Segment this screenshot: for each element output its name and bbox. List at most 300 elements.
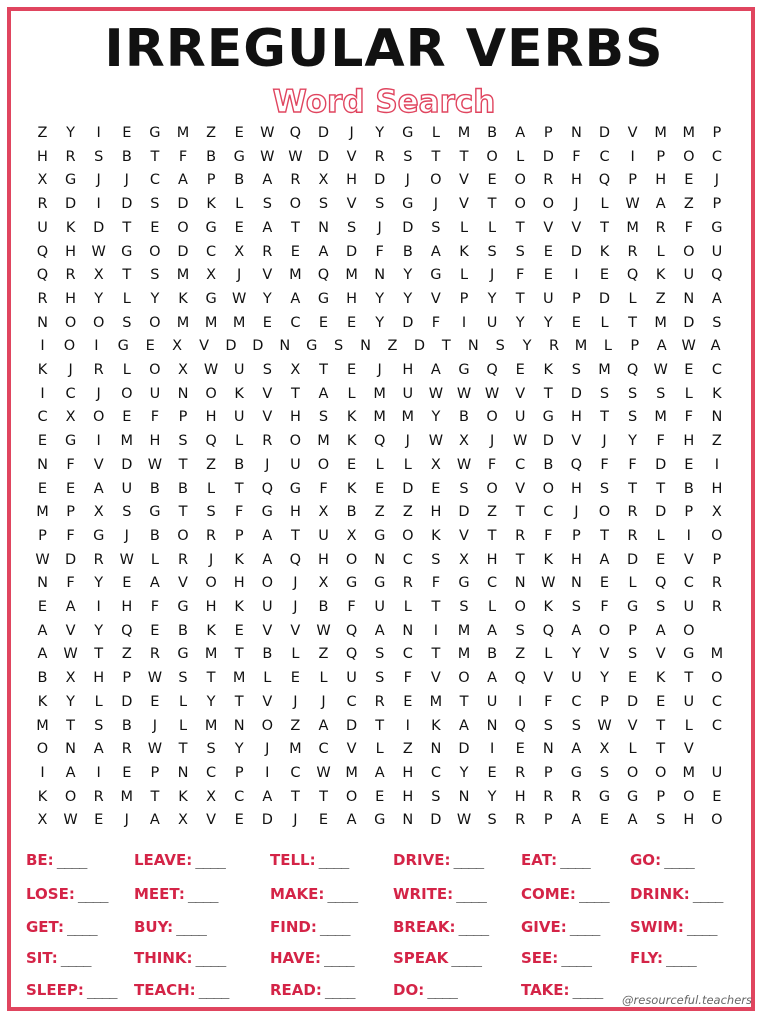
grid-letter[interactable]: D: [346, 243, 358, 260]
grid-letter[interactable]: Y: [543, 314, 553, 331]
grid-letter[interactable]: T: [290, 385, 300, 402]
grid-letter[interactable]: K: [178, 788, 188, 805]
grid-letter[interactable]: G: [177, 646, 189, 663]
grid-letter[interactable]: F: [600, 456, 609, 473]
grid-letter[interactable]: I: [96, 125, 101, 141]
grid-letter[interactable]: G: [430, 267, 442, 284]
grid-letter[interactable]: L: [684, 385, 693, 402]
grid-letter[interactable]: V: [262, 385, 273, 402]
grid-letter[interactable]: B: [178, 480, 188, 497]
grid-letter[interactable]: C: [290, 764, 301, 781]
grid-letter[interactable]: U: [711, 243, 723, 260]
grid-letter[interactable]: B: [206, 148, 217, 165]
grid-letter[interactable]: E: [599, 575, 610, 592]
grid-letter[interactable]: A: [655, 622, 666, 639]
grid-letter[interactable]: P: [712, 125, 722, 141]
grid-letter[interactable]: P: [628, 622, 637, 639]
grid-letter[interactable]: J: [377, 219, 382, 236]
answer-blank[interactable]: ____: [56, 853, 87, 869]
grid-letter[interactable]: G: [117, 338, 129, 355]
grid-letter[interactable]: V: [599, 646, 610, 663]
grid-letter[interactable]: T: [94, 646, 104, 663]
grid-letter[interactable]: Y: [150, 290, 160, 307]
grid-letter[interactable]: X: [93, 504, 104, 521]
grid-letter[interactable]: A: [37, 622, 48, 639]
grid-letter[interactable]: G: [626, 599, 639, 615]
grid-letter[interactable]: S: [515, 622, 525, 639]
grid-letter[interactable]: M: [232, 314, 246, 331]
grid-letter[interactable]: E: [543, 267, 553, 284]
grid-letter[interactable]: C: [683, 575, 694, 592]
answer-blank[interactable]: ____: [692, 887, 723, 903]
grid-letter[interactable]: G: [458, 575, 470, 592]
grid-letter[interactable]: M: [654, 125, 667, 141]
grid-letter[interactable]: C: [37, 409, 48, 426]
grid-letter[interactable]: O: [92, 409, 105, 426]
grid-letter[interactable]: Q: [373, 433, 386, 450]
grid-letter[interactable]: J: [68, 362, 73, 378]
grid-letter[interactable]: K: [431, 717, 441, 734]
grid-letter[interactable]: L: [603, 338, 612, 355]
grid-letter[interactable]: U: [149, 385, 161, 402]
grid-letter[interactable]: T: [234, 693, 244, 710]
grid-letter[interactable]: D: [177, 243, 189, 260]
grid-letter[interactable]: I: [96, 764, 101, 781]
grid-letter[interactable]: R: [177, 551, 189, 568]
grid-letter[interactable]: J: [405, 433, 410, 450]
grid-letter[interactable]: H: [570, 172, 582, 189]
grid-letter[interactable]: K: [37, 362, 48, 378]
grid-letter[interactable]: C: [599, 148, 610, 165]
grid-letter[interactable]: N: [683, 290, 695, 307]
grid-letter[interactable]: H: [430, 504, 442, 521]
grid-letter[interactable]: S: [487, 243, 497, 260]
grid-letter[interactable]: T: [628, 480, 638, 497]
grid-letter[interactable]: N: [430, 741, 442, 758]
grid-letter[interactable]: A: [655, 196, 666, 213]
grid-letter[interactable]: Q: [570, 456, 583, 473]
grid-letter[interactable]: E: [543, 243, 553, 260]
grid-letter[interactable]: O: [345, 551, 358, 568]
grid-letter[interactable]: D: [65, 196, 77, 213]
grid-letter[interactable]: E: [571, 314, 581, 331]
grid-letter[interactable]: R: [262, 433, 273, 450]
grid-letter[interactable]: I: [714, 456, 720, 473]
grid-letter[interactable]: T: [319, 362, 328, 378]
grid-letter[interactable]: M: [120, 788, 134, 805]
grid-letter[interactable]: Q: [289, 125, 302, 141]
grid-letter[interactable]: I: [40, 385, 45, 402]
grid-letter[interactable]: B: [459, 409, 469, 426]
grid-letter[interactable]: G: [233, 148, 245, 165]
grid-letter[interactable]: Q: [289, 551, 302, 568]
grid-letter[interactable]: O: [149, 314, 161, 331]
grid-letter[interactable]: Y: [375, 290, 385, 307]
grid-letter[interactable]: S: [206, 741, 216, 758]
grid-letter[interactable]: O: [486, 409, 498, 426]
grid-letter[interactable]: K: [543, 551, 554, 568]
grid-letter[interactable]: O: [598, 622, 611, 639]
grid-letter[interactable]: Z: [206, 125, 217, 141]
grid-letter[interactable]: S: [122, 314, 132, 331]
grid-letter[interactable]: H: [402, 764, 414, 781]
grid-letter[interactable]: Y: [66, 693, 76, 710]
grid-letter[interactable]: E: [290, 243, 300, 260]
grid-letter[interactable]: U: [261, 599, 273, 615]
grid-letter[interactable]: H: [65, 243, 77, 260]
grid-letter[interactable]: D: [458, 504, 470, 521]
grid-letter[interactable]: N: [37, 575, 48, 592]
grid-letter[interactable]: U: [318, 527, 329, 544]
grid-letter[interactable]: P: [122, 670, 132, 687]
grid-letter[interactable]: L: [459, 219, 469, 236]
grid-letter[interactable]: S: [571, 599, 581, 615]
grid-letter[interactable]: F: [628, 456, 637, 473]
grid-letter[interactable]: E: [431, 480, 441, 497]
grid-letter[interactable]: J: [152, 717, 158, 734]
grid-letter[interactable]: O: [177, 527, 189, 544]
grid-letter[interactable]: J: [349, 125, 354, 141]
grid-letter[interactable]: T: [122, 267, 132, 284]
grid-letter[interactable]: D: [430, 812, 442, 829]
grid-letter[interactable]: A: [37, 646, 48, 663]
grid-letter[interactable]: R: [543, 788, 554, 805]
grid-letter[interactable]: P: [234, 764, 244, 781]
grid-letter[interactable]: J: [237, 267, 242, 284]
grid-letter[interactable]: Q: [598, 172, 611, 189]
grid-letter[interactable]: Z: [37, 125, 48, 141]
grid-letter[interactable]: H: [149, 433, 161, 450]
grid-letter[interactable]: X: [65, 670, 76, 687]
grid-letter[interactable]: R: [515, 527, 526, 544]
grid-letter[interactable]: S: [346, 219, 357, 236]
grid-letter[interactable]: H: [570, 409, 582, 426]
grid-letter[interactable]: R: [627, 243, 638, 260]
grid-letter[interactable]: D: [261, 812, 273, 829]
grid-letter[interactable]: S: [515, 243, 525, 260]
grid-letter[interactable]: I: [489, 741, 495, 758]
grid-letter[interactable]: J: [321, 693, 326, 710]
grid-letter[interactable]: G: [205, 290, 217, 307]
grid-letter[interactable]: F: [150, 409, 160, 426]
grid-letter[interactable]: M: [626, 219, 639, 236]
grid-letter[interactable]: O: [317, 456, 330, 473]
grid-letter[interactable]: P: [459, 290, 469, 307]
grid-letter[interactable]: P: [543, 812, 553, 829]
grid-letter[interactable]: G: [570, 764, 583, 781]
grid-letter[interactable]: D: [346, 717, 358, 734]
grid-letter[interactable]: M: [289, 267, 302, 284]
grid-letter[interactable]: O: [289, 433, 302, 450]
grid-letter[interactable]: D: [65, 551, 77, 568]
grid-letter[interactable]: M: [654, 314, 667, 331]
grid-letter[interactable]: W: [203, 362, 219, 378]
grid-letter[interactable]: N: [177, 764, 189, 781]
answer-blank[interactable]: ____: [427, 983, 457, 999]
grid-letter[interactable]: E: [150, 693, 160, 710]
grid-letter[interactable]: Y: [487, 290, 497, 307]
grid-letter[interactable]: T: [515, 504, 525, 521]
grid-letter[interactable]: O: [92, 314, 105, 331]
grid-letter[interactable]: E: [37, 599, 48, 615]
grid-letter[interactable]: P: [543, 125, 553, 141]
grid-letter[interactable]: L: [656, 243, 665, 260]
grid-letter[interactable]: W: [541, 575, 556, 592]
grid-letter[interactable]: T: [290, 219, 300, 236]
grid-letter[interactable]: T: [375, 717, 385, 734]
answer-blank[interactable]: ____: [318, 853, 349, 869]
grid-letter[interactable]: Y: [459, 764, 469, 781]
answer-blank[interactable]: ____: [458, 920, 489, 936]
grid-letter[interactable]: S: [318, 196, 329, 213]
grid-letter[interactable]: O: [149, 243, 161, 260]
grid-letter[interactable]: S: [375, 196, 385, 213]
grid-letter[interactable]: Z: [121, 646, 132, 663]
grid-letter[interactable]: O: [654, 764, 667, 781]
grid-letter[interactable]: M: [682, 764, 696, 781]
grid-letter[interactable]: Y: [571, 646, 581, 663]
grid-letter[interactable]: T: [178, 741, 188, 758]
grid-letter[interactable]: M: [373, 385, 386, 402]
grid-letter[interactable]: B: [318, 599, 329, 615]
grid-letter[interactable]: C: [206, 243, 217, 260]
grid-letter[interactable]: P: [178, 409, 188, 426]
grid-letter[interactable]: F: [684, 219, 693, 236]
grid-letter[interactable]: M: [36, 504, 49, 521]
grid-letter[interactable]: N: [65, 741, 77, 758]
grid-letter[interactable]: S: [122, 504, 132, 521]
grid-letter[interactable]: F: [66, 527, 75, 544]
grid-letter[interactable]: D: [402, 219, 414, 236]
grid-letter[interactable]: V: [683, 741, 694, 758]
grid-letter[interactable]: I: [518, 693, 523, 710]
grid-letter[interactable]: P: [630, 338, 640, 355]
grid-letter[interactable]: J: [124, 812, 129, 829]
grid-letter[interactable]: S: [543, 717, 553, 734]
grid-letter[interactable]: N: [177, 385, 189, 402]
grid-letter[interactable]: V: [199, 338, 209, 355]
grid-letter[interactable]: I: [574, 267, 579, 284]
grid-letter[interactable]: O: [121, 385, 133, 402]
grid-letter[interactable]: V: [459, 172, 469, 189]
grid-letter[interactable]: D: [570, 243, 582, 260]
grid-letter[interactable]: M: [120, 433, 134, 450]
grid-letter[interactable]: Y: [94, 290, 104, 307]
grid-letter[interactable]: X: [234, 243, 245, 260]
grid-letter[interactable]: G: [121, 243, 133, 260]
grid-letter[interactable]: O: [261, 575, 273, 592]
grid-letter[interactable]: T: [656, 741, 666, 758]
grid-letter[interactable]: H: [655, 172, 667, 189]
grid-letter[interactable]: R: [65, 148, 76, 165]
grid-letter[interactable]: A: [65, 599, 76, 615]
grid-letter[interactable]: Z: [655, 290, 666, 307]
grid-letter[interactable]: R: [290, 172, 301, 189]
grid-letter[interactable]: R: [93, 362, 104, 378]
grid-letter[interactable]: W: [63, 812, 78, 829]
grid-letter[interactable]: O: [514, 172, 526, 189]
grid-letter[interactable]: X: [711, 504, 722, 521]
grid-letter[interactable]: F: [375, 243, 384, 260]
answer-blank[interactable]: ____: [324, 951, 354, 967]
grid-letter[interactable]: I: [461, 314, 467, 331]
grid-letter[interactable]: G: [306, 338, 318, 355]
grid-letter[interactable]: L: [628, 290, 637, 307]
grid-letter[interactable]: O: [345, 788, 358, 805]
grid-letter[interactable]: L: [178, 693, 188, 710]
grid-letter[interactable]: Q: [654, 575, 667, 592]
grid-letter[interactable]: A: [571, 741, 582, 758]
grid-letter[interactable]: S: [627, 646, 638, 663]
grid-letter[interactable]: G: [177, 599, 189, 615]
grid-letter[interactable]: C: [65, 385, 76, 402]
grid-letter[interactable]: M: [598, 362, 611, 378]
answer-blank[interactable]: ____: [666, 951, 696, 967]
grid-letter[interactable]: R: [149, 646, 160, 663]
grid-letter[interactable]: Q: [542, 622, 554, 639]
grid-letter[interactable]: N: [374, 551, 386, 568]
grid-letter[interactable]: G: [598, 788, 611, 805]
grid-letter[interactable]: M: [345, 764, 358, 781]
grid-letter[interactable]: M: [232, 670, 246, 687]
grid-letter[interactable]: J: [293, 693, 298, 710]
grid-letter[interactable]: P: [628, 172, 637, 189]
grid-letter[interactable]: A: [571, 812, 582, 829]
grid-letter[interactable]: O: [683, 622, 695, 639]
grid-letter[interactable]: X: [318, 172, 329, 189]
grid-letter[interactable]: L: [544, 646, 553, 663]
grid-letter[interactable]: S: [375, 646, 385, 663]
grid-letter[interactable]: Z: [402, 741, 413, 758]
grid-letter[interactable]: J: [124, 172, 129, 189]
grid-letter[interactable]: C: [346, 693, 357, 710]
grid-letter[interactable]: A: [65, 764, 76, 781]
answer-blank[interactable]: ____: [686, 920, 717, 936]
grid-letter[interactable]: M: [204, 646, 218, 663]
grid-letter[interactable]: V: [571, 433, 582, 450]
grid-letter[interactable]: N: [570, 575, 582, 592]
grid-letter[interactable]: E: [145, 338, 155, 355]
grid-letter[interactable]: D: [570, 385, 582, 402]
grid-letter[interactable]: E: [318, 812, 329, 829]
grid-letter[interactable]: G: [261, 504, 273, 521]
grid-letter[interactable]: A: [711, 290, 722, 307]
grid-letter[interactable]: E: [122, 125, 132, 141]
grid-letter[interactable]: S: [599, 480, 610, 497]
grid-letter[interactable]: K: [346, 409, 357, 426]
grid-letter[interactable]: K: [37, 788, 48, 805]
grid-letter[interactable]: G: [458, 362, 470, 378]
grid-letter[interactable]: V: [627, 717, 638, 734]
grid-letter[interactable]: D: [121, 196, 133, 213]
grid-letter[interactable]: K: [346, 433, 357, 450]
grid-letter[interactable]: T: [290, 527, 300, 544]
grid-letter[interactable]: Q: [345, 646, 358, 663]
grid-letter[interactable]: E: [347, 362, 357, 378]
grid-letter[interactable]: X: [178, 812, 188, 829]
grid-letter[interactable]: B: [37, 670, 48, 687]
grid-letter[interactable]: A: [262, 172, 273, 189]
grid-letter[interactable]: U: [683, 599, 695, 615]
grid-letter[interactable]: R: [515, 812, 526, 829]
grid-letter[interactable]: E: [262, 314, 272, 331]
grid-letter[interactable]: O: [261, 717, 273, 734]
grid-letter[interactable]: N: [37, 314, 48, 331]
grid-letter[interactable]: W: [147, 741, 163, 758]
grid-letter[interactable]: E: [94, 812, 104, 829]
grid-letter[interactable]: R: [515, 764, 526, 781]
answer-blank[interactable]: ____: [453, 853, 484, 869]
grid-letter[interactable]: V: [459, 527, 469, 544]
grid-letter[interactable]: O: [514, 599, 526, 615]
grid-letter[interactable]: S: [262, 196, 272, 213]
answer-blank[interactable]: ____: [560, 853, 590, 869]
grid-letter[interactable]: R: [262, 243, 273, 260]
grid-letter[interactable]: R: [571, 788, 582, 805]
grid-letter[interactable]: U: [542, 290, 554, 307]
grid-letter[interactable]: S: [375, 670, 385, 687]
grid-letter[interactable]: D: [542, 148, 554, 165]
grid-letter[interactable]: L: [459, 267, 469, 284]
grid-letter[interactable]: V: [262, 267, 273, 284]
grid-letter[interactable]: L: [207, 480, 216, 497]
grid-letter[interactable]: A: [656, 338, 667, 355]
grid-letter[interactable]: S: [431, 551, 441, 568]
grid-letter[interactable]: A: [430, 243, 441, 260]
grid-letter[interactable]: R: [627, 504, 638, 521]
grid-letter[interactable]: N: [318, 219, 329, 236]
grid-letter[interactable]: Q: [317, 267, 330, 284]
grid-letter[interactable]: T: [431, 148, 441, 165]
grid-letter[interactable]: B: [234, 456, 245, 473]
grid-letter[interactable]: L: [347, 385, 356, 402]
grid-letter[interactable]: E: [122, 575, 132, 592]
grid-letter[interactable]: W: [428, 385, 444, 402]
grid-letter[interactable]: H: [346, 290, 358, 307]
grid-letter[interactable]: W: [625, 196, 640, 213]
answer-blank[interactable]: ____: [664, 853, 694, 869]
grid-letter[interactable]: G: [64, 172, 77, 189]
grid-letter[interactable]: F: [319, 480, 328, 497]
grid-letter[interactable]: C: [711, 717, 722, 734]
grid-letter[interactable]: H: [402, 788, 414, 805]
grid-letter[interactable]: D: [177, 196, 189, 213]
grid-letter[interactable]: C: [543, 504, 554, 521]
grid-letter[interactable]: K: [459, 243, 469, 260]
grid-letter[interactable]: F: [235, 504, 244, 521]
answer-blank[interactable]: ____: [327, 887, 358, 903]
grid-letter[interactable]: W: [597, 717, 612, 734]
grid-letter[interactable]: E: [150, 219, 160, 236]
grid-letter[interactable]: E: [375, 480, 385, 497]
grid-letter[interactable]: L: [150, 551, 159, 568]
grid-letter[interactable]: A: [318, 385, 329, 402]
answer-blank[interactable]: ____: [187, 887, 218, 903]
grid-letter[interactable]: Y: [600, 670, 609, 687]
grid-letter[interactable]: M: [176, 314, 190, 331]
grid-letter[interactable]: S: [571, 717, 581, 734]
grid-letter[interactable]: X: [37, 172, 48, 189]
grid-letter[interactable]: E: [234, 125, 244, 141]
grid-letter[interactable]: E: [684, 362, 694, 378]
grid-letter[interactable]: D: [121, 693, 133, 710]
grid-letter[interactable]: M: [317, 433, 330, 450]
grid-letter[interactable]: P: [150, 764, 160, 781]
grid-letter[interactable]: G: [711, 219, 723, 236]
grid-letter[interactable]: T: [656, 480, 666, 497]
answer-blank[interactable]: ____: [66, 920, 97, 936]
grid-letter[interactable]: N: [467, 338, 479, 355]
